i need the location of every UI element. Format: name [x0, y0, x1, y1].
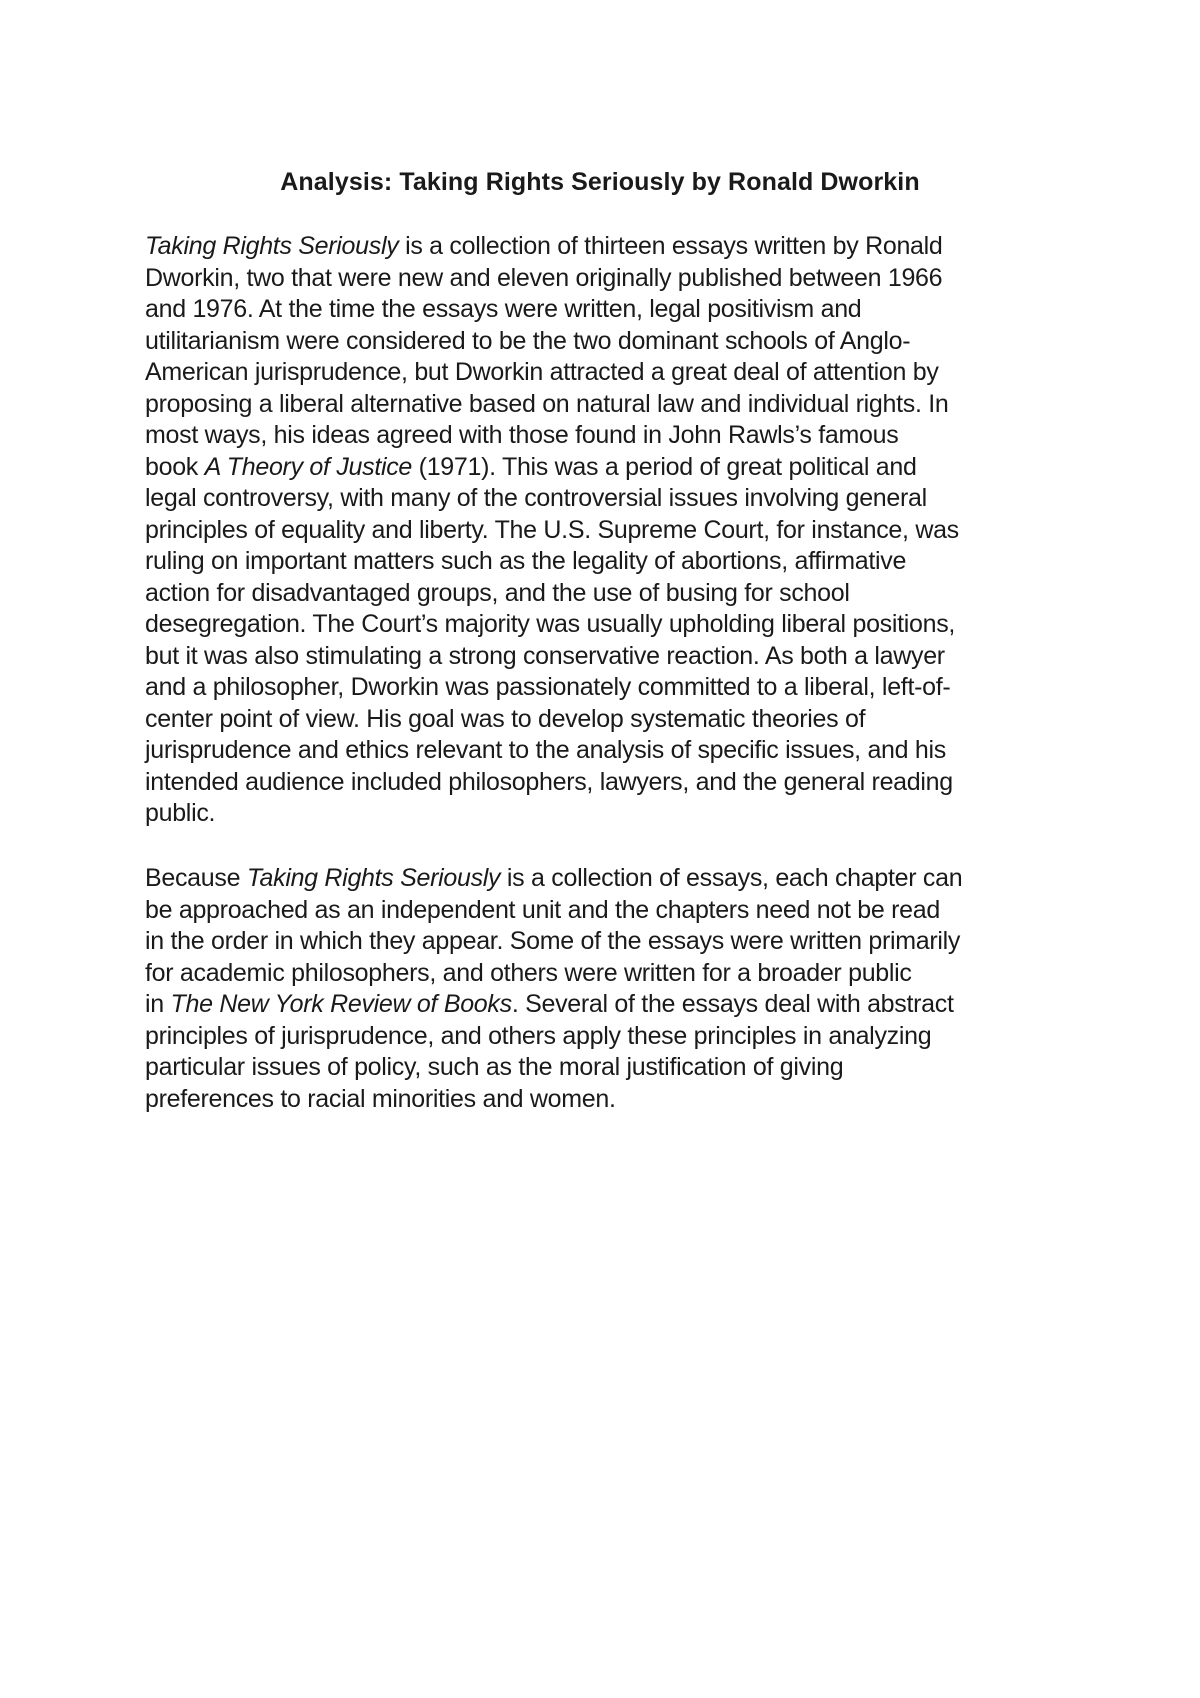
text-run: in: [145, 990, 171, 1018]
text-run: but it was also stimulating a strong conservative reaction. As both a lawyer: [145, 641, 945, 670]
text-line: [145, 1084, 962, 1116]
text-run: ruling on important matters such as the legality of abortions, affirmative: [145, 547, 907, 575]
text-line: [145, 515, 959, 547]
text-run: book: [145, 452, 205, 481]
text-line: [145, 735, 959, 767]
text-line: [145, 389, 959, 421]
text-run: jurisprudence and ethics relevant to the analysis of specific issues, and his: [145, 736, 946, 764]
italic-title-text: A Theory of Justice: [204, 452, 413, 481]
text-line: [145, 895, 962, 927]
text-run: legal controversy, with many of the controversial issues involving general: [145, 484, 927, 512]
text-run: and a philosopher, Dworkin was passionately committed to a liberal, left-of-: [145, 673, 951, 701]
text-run: be approached as an independent unit and the chapters need not be read: [145, 895, 940, 924]
text-run: principles of jurisprudence, and others apply these principles in analyzing: [145, 1021, 932, 1050]
text-line: [145, 294, 959, 326]
text-run: and 1976. At the time the essays were written, legal positivism and: [145, 295, 862, 323]
text-line: [145, 926, 962, 958]
text-run: most ways, his ideas agreed with those found in John Rawls’s famous: [145, 421, 899, 449]
text-run: proposing a liberal alternative based on natural law and individual rights. In: [145, 389, 949, 418]
text-line: [145, 767, 959, 799]
text-run: American jurisprudence, but Dworkin attracted a great deal of attention by: [145, 358, 939, 386]
text-line: [145, 958, 962, 990]
text-line: [145, 263, 959, 295]
text-run: public.: [145, 799, 216, 827]
italic-title-text: The New York Review of Books: [170, 990, 512, 1018]
text-run: center point of view. His goal was to develop systematic theories of: [145, 704, 866, 733]
text-line: [145, 798, 959, 830]
text-run: is a collection of essays, each chapter can: [500, 864, 963, 892]
text-run: Because: [145, 864, 247, 892]
text-run: (1971). This was a period of great political and: [412, 452, 917, 481]
text-line: [145, 609, 959, 641]
text-run: principles of equality and liberty. The U.S. Supreme Court, for instance, was: [145, 515, 959, 544]
body-paragraph-2: [145, 863, 962, 1115]
text-line: [145, 672, 959, 704]
text-line: [145, 704, 959, 736]
text-line: [145, 546, 959, 578]
text-line: [145, 989, 962, 1021]
text-line: [145, 1021, 962, 1053]
text-run: particular issues of policy, such as the moral justification of giving: [145, 1053, 844, 1081]
body-paragraph-1: [145, 231, 959, 830]
text-line: [145, 357, 959, 389]
text-line: [145, 326, 959, 358]
text-line: [145, 231, 959, 263]
text-line: [145, 578, 959, 610]
text-run: action for disadvantaged groups, and the use of busing for school: [145, 578, 850, 607]
text-line: [145, 483, 959, 515]
text-run: desegregation. The Court’s majority was usually upholding liberal positions,: [145, 610, 956, 638]
text-run: intended audience included philosophers, lawyers, and the general reading: [145, 767, 953, 796]
text-run: in the order in which they appear. Some of the essays were written primarily: [145, 927, 961, 955]
italic-title-text: Taking Rights Seriously: [145, 232, 399, 260]
text-line: [145, 863, 962, 895]
text-run: preferences to racial minorities and women.: [145, 1084, 616, 1113]
text-run: Dworkin, two that were new and eleven originally published between 1966: [145, 263, 943, 292]
text-run: for academic philosophers, and others were written for a broader public: [145, 958, 912, 987]
text-line: [145, 452, 959, 484]
text-line: [145, 420, 959, 452]
text-run: is a collection of thirteen essays written by Ronald: [398, 232, 943, 260]
italic-title-text: Taking Rights Seriously: [246, 864, 501, 892]
text-run: . Several of the essays deal with abstract: [511, 990, 954, 1018]
page-title: Analysis: Taking Rights Seriously by Ronald Dworkin: [280, 168, 920, 196]
text-line: [145, 641, 959, 673]
text-run: utilitarianism were considered to be the two dominant schools of Anglo-: [145, 326, 911, 355]
text-line: [145, 1052, 962, 1084]
